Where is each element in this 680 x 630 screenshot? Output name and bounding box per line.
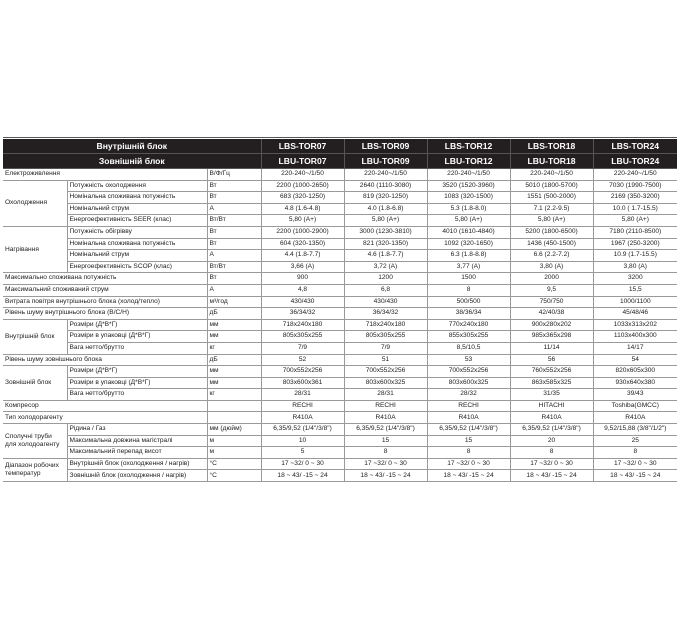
spec-row (3, 366, 677, 378)
unit-cell: Вт (207, 226, 261, 238)
param-label: Потужність обігрівву (67, 226, 207, 238)
spec-sheet (3, 139, 677, 482)
value-cell: 7/9 (344, 342, 427, 354)
spec-row (3, 238, 677, 250)
value-cell: 52 (261, 354, 344, 366)
unit-cell: Вт/Вт (207, 215, 261, 227)
value-cell: HITACHI (510, 400, 593, 412)
param-label: Номінальний струм (67, 203, 207, 215)
value-cell: 718x240x180 (261, 319, 344, 331)
value-cell: 3520 (1520-3960) (427, 180, 510, 192)
value-cell: 39/43 (593, 389, 677, 401)
unit-cell: кг (207, 389, 261, 401)
value-cell: 5,80 (A+) (261, 215, 344, 227)
value-cell: 54 (593, 354, 677, 366)
value-cell: 17 ~32/ 0 ~ 30 (593, 458, 677, 470)
value-cell: 220-240~/1/50 (427, 169, 510, 181)
spec-row (3, 435, 677, 447)
value-cell: 430/430 (344, 296, 427, 308)
spec-row (3, 226, 677, 238)
value-cell: 5.3 (1.8-8.0) (427, 203, 510, 215)
value-cell: 15 (344, 435, 427, 447)
unit-cell: В/Ф/Гц (207, 169, 261, 181)
value-cell: 7030 (1990-7500) (593, 180, 677, 192)
param-label: Енергоефективність SEER (клас) (67, 215, 207, 227)
value-cell: 15,5 (593, 284, 677, 296)
spec-row (3, 308, 677, 320)
value-cell: 18 ~ 43/ -15 ~ 24 (510, 470, 593, 482)
value-cell: 4.8 (1.6-4.8) (261, 203, 344, 215)
param-label: Енергоефективність SCOP (клас) (67, 261, 207, 273)
value-cell: 2169 (350-3200) (593, 192, 677, 204)
spec-row (3, 447, 677, 459)
spec-body (3, 169, 677, 482)
spec-row (3, 412, 677, 424)
value-cell: Toshiba(GMCC) (593, 400, 677, 412)
value-cell: 770x240x180 (427, 319, 510, 331)
value-cell: 819 (320-1250) (344, 192, 427, 204)
indoor-header-label: Внутрішній блок (3, 139, 261, 154)
unit-cell: мм (207, 377, 261, 389)
value-cell: 1033x313x202 (593, 319, 677, 331)
value-cell: 4010 (1610-4840) (427, 226, 510, 238)
indoor-model: LBS-TOR24 (593, 139, 677, 154)
indoor-model: LBS-TOR12 (427, 139, 510, 154)
value-cell: 17 ~32/ 0 ~ 30 (510, 458, 593, 470)
value-cell: 820x605x300 (593, 366, 677, 378)
outdoor-model: LBU-TOR12 (427, 154, 510, 169)
row-label: Максимально споживана потужність (3, 273, 207, 285)
value-cell: 10.9 (1.7-15.5) (593, 250, 677, 262)
value-cell: 220-240~/1/50 (261, 169, 344, 181)
indoor-model: LBS-TOR09 (344, 139, 427, 154)
value-cell: 805x305x255 (261, 331, 344, 343)
spec-row (3, 470, 677, 482)
row-label: Витрата повітря внутрішнього блока (холод/тепло) (3, 296, 207, 308)
spec-row (3, 389, 677, 401)
value-cell: 4.4 (1.8-7.7) (261, 250, 344, 262)
top-rule (3, 137, 677, 138)
value-cell: 5,80 (A+) (510, 215, 593, 227)
outdoor-model: LBU-TOR18 (510, 154, 593, 169)
value-cell: 36/34/32 (344, 308, 427, 320)
value-cell: RECHI (261, 400, 344, 412)
value-cell: R410A (261, 412, 344, 424)
indoor-model: LBS-TOR18 (510, 139, 593, 154)
unit-cell: Вт (207, 238, 261, 250)
group-label: Нагрівання (3, 226, 67, 272)
spec-row (3, 250, 677, 262)
outdoor-model: LBU-TOR09 (344, 154, 427, 169)
spec-row (3, 273, 677, 285)
param-label: Потужність охолодження (67, 180, 207, 192)
value-cell: 10.0 ( 1.7-15.5) (593, 203, 677, 215)
value-cell: R410A (427, 412, 510, 424)
unit-cell: Вт (207, 180, 261, 192)
spec-table (3, 139, 677, 482)
group-label: Внутрішній блок (3, 319, 67, 354)
spec-row (3, 354, 677, 366)
param-label: Вага нетто/брутто (67, 342, 207, 354)
value-cell: 683 (320-1250) (261, 192, 344, 204)
param-label: Розміри (Д*В*Г) (67, 366, 207, 378)
param-label: Номінальна споживана потужність (67, 192, 207, 204)
value-cell: 25 (593, 435, 677, 447)
row-label: Рівень шуму внутрішнього блока (В/С/Н) (3, 308, 207, 320)
value-cell: 18 ~ 43/ -15 ~ 24 (344, 470, 427, 482)
unit-cell: дБ (207, 308, 261, 320)
value-cell: 760x552x256 (510, 366, 593, 378)
value-cell: 9,52/15,88 (3/8"/1/2") (593, 424, 677, 436)
value-cell: R410A (510, 412, 593, 424)
value-cell: 220-240~/1/50 (593, 169, 677, 181)
value-cell: 42/40/38 (510, 308, 593, 320)
param-label: Вага нетто/брутто (67, 389, 207, 401)
unit-cell: м³/год (207, 296, 261, 308)
unit-cell (207, 412, 261, 424)
value-cell: 930x640x380 (593, 377, 677, 389)
unit-cell (207, 400, 261, 412)
value-cell: 1200 (344, 273, 427, 285)
value-cell: 11/14 (510, 342, 593, 354)
unit-cell: Вт/Вт (207, 261, 261, 273)
value-cell: 3,66 (A) (261, 261, 344, 273)
unit-cell: м (207, 447, 261, 459)
value-cell: 700x552x256 (261, 366, 344, 378)
unit-cell: А (207, 250, 261, 262)
value-cell: 38/36/34 (427, 308, 510, 320)
value-cell: 53 (427, 354, 510, 366)
value-cell: 28/31 (344, 389, 427, 401)
value-cell: 5200 (1800-6500) (510, 226, 593, 238)
value-cell: 5,80 (A+) (344, 215, 427, 227)
value-cell: 17 ~32/ 0 ~ 30 (427, 458, 510, 470)
value-cell: 855x305x255 (427, 331, 510, 343)
value-cell: 2000 (510, 273, 593, 285)
spec-row (3, 192, 677, 204)
value-cell: 604 (320-1350) (261, 238, 344, 250)
value-cell: 18 ~ 43/ -15 ~ 24 (593, 470, 677, 482)
value-cell: 220-240~/1/50 (344, 169, 427, 181)
param-label: Зовнішній блок (охолодження / нагрів) (67, 470, 207, 482)
value-cell: 985x365x298 (510, 331, 593, 343)
outdoor-model: LBU-TOR07 (261, 154, 344, 169)
value-cell: 500/500 (427, 296, 510, 308)
value-cell: 4.0 (1.8-6.8) (344, 203, 427, 215)
value-cell: RECHI (344, 400, 427, 412)
value-cell: 900 (261, 273, 344, 285)
value-cell: 8 (344, 447, 427, 459)
value-cell: 1551 (500-2000) (510, 192, 593, 204)
value-cell: 56 (510, 354, 593, 366)
spec-row (3, 400, 677, 412)
spec-row (3, 180, 677, 192)
spec-row (3, 424, 677, 436)
outdoor-header-label: Зовнішній блок (3, 154, 261, 169)
value-cell: 803x600x325 (344, 377, 427, 389)
value-cell: 20 (510, 435, 593, 447)
spec-row (3, 215, 677, 227)
value-cell: 15 (427, 435, 510, 447)
value-cell: 45/48/46 (593, 308, 677, 320)
value-cell: 220-240~/1/50 (510, 169, 593, 181)
row-label: Компресор (3, 400, 207, 412)
value-cell: 18 ~ 43/ -15 ~ 24 (427, 470, 510, 482)
value-cell: 1083 (320-1500) (427, 192, 510, 204)
value-cell: 5,80 (A+) (593, 215, 677, 227)
value-cell: 8 (427, 447, 510, 459)
spec-row (3, 296, 677, 308)
value-cell: 3200 (593, 273, 677, 285)
value-cell: 8 (593, 447, 677, 459)
value-cell: 700x552x256 (427, 366, 510, 378)
value-cell: 1436 (450-1500) (510, 238, 593, 250)
spec-row (3, 284, 677, 296)
unit-cell: °C (207, 458, 261, 470)
value-cell: 821 (320-1350) (344, 238, 427, 250)
unit-cell: А (207, 284, 261, 296)
indoor-header-row (3, 139, 677, 154)
value-cell: R410A (593, 412, 677, 424)
group-label: Сполучні труби для холодоагенту (3, 424, 67, 459)
value-cell: 805x305x255 (344, 331, 427, 343)
value-cell: 28/31 (261, 389, 344, 401)
param-label: Рідина / Газ (67, 424, 207, 436)
value-cell: 1092 (320-1650) (427, 238, 510, 250)
value-cell: RECHI (427, 400, 510, 412)
param-label: Розміри (Д*В*Г) (67, 319, 207, 331)
value-cell: 1000/1100 (593, 296, 677, 308)
param-label: Номінальний струм (67, 250, 207, 262)
outdoor-header-row (3, 154, 677, 169)
spec-row (3, 377, 677, 389)
value-cell: 900x280x202 (510, 319, 593, 331)
param-label: Розміри в упаковці (Д*В*Г) (67, 331, 207, 343)
spec-row (3, 261, 677, 273)
row-label: Тип холодорагенту (3, 412, 207, 424)
value-cell: 14/17 (593, 342, 677, 354)
value-cell: 7180 (2110-8500) (593, 226, 677, 238)
value-cell: 3,77 (A) (427, 261, 510, 273)
param-label: Максимальна довжина магістралі (67, 435, 207, 447)
value-cell: 17 ~32/ 0 ~ 30 (344, 458, 427, 470)
outdoor-model: LBU-TOR24 (593, 154, 677, 169)
value-cell: 2640 (1110-3080) (344, 180, 427, 192)
value-cell: 3000 (1230-3810) (344, 226, 427, 238)
value-cell: 28/32 (427, 389, 510, 401)
unit-cell: Вт (207, 273, 261, 285)
value-cell: 6,35/9,52 (1/4"/3/8") (510, 424, 593, 436)
value-cell: 6,8 (344, 284, 427, 296)
unit-cell: °C (207, 470, 261, 482)
value-cell: 7/9 (261, 342, 344, 354)
spec-row (3, 203, 677, 215)
value-cell: 4.6 (1.8-7.7) (344, 250, 427, 262)
value-cell: 5010 (1800-5700) (510, 180, 593, 192)
value-cell: 1103x400x300 (593, 331, 677, 343)
group-label: Охолодження (3, 180, 67, 226)
spec-row (3, 319, 677, 331)
value-cell: 5 (261, 447, 344, 459)
value-cell: 6,35/9,52 (1/4"/3/8") (427, 424, 510, 436)
value-cell: 36/34/32 (261, 308, 344, 320)
value-cell: 3,80 (A) (510, 261, 593, 273)
value-cell: 5,80 (A+) (427, 215, 510, 227)
value-cell: 18 ~ 43/ -15 ~ 24 (261, 470, 344, 482)
unit-cell: Вт (207, 192, 261, 204)
value-cell: 51 (344, 354, 427, 366)
value-cell: 6.6 (2.2-7.2) (510, 250, 593, 262)
value-cell: 31/35 (510, 389, 593, 401)
param-label: Розміри в упаковці (Д*В*Г) (67, 377, 207, 389)
value-cell: 17 ~32/ 0 ~ 30 (261, 458, 344, 470)
value-cell: 1967 (250-3200) (593, 238, 677, 250)
spec-row (3, 331, 677, 343)
value-cell: 10 (261, 435, 344, 447)
value-cell: 2200 (1000-2650) (261, 180, 344, 192)
value-cell: 430/430 (261, 296, 344, 308)
value-cell: 3,72 (A) (344, 261, 427, 273)
param-label: Максимальний перепад висот (67, 447, 207, 459)
value-cell: 2200 (1000-2900) (261, 226, 344, 238)
value-cell: 8 (427, 284, 510, 296)
value-cell: R410A (344, 412, 427, 424)
param-label: Внутрішній блок (охолодження / нагрів) (67, 458, 207, 470)
indoor-model: LBS-TOR07 (261, 139, 344, 154)
value-cell: 803x600x361 (261, 377, 344, 389)
unit-cell: м (207, 435, 261, 447)
value-cell: 750/750 (510, 296, 593, 308)
value-cell: 4,8 (261, 284, 344, 296)
value-cell: 8,5/10,5 (427, 342, 510, 354)
value-cell: 700x552x256 (344, 366, 427, 378)
value-cell: 863x585x325 (510, 377, 593, 389)
value-cell: 9,5 (510, 284, 593, 296)
unit-cell: мм (207, 331, 261, 343)
unit-cell: мм (207, 319, 261, 331)
group-label: Зовнішній блок (3, 366, 67, 401)
unit-cell: А (207, 203, 261, 215)
row-label: Максимальний споживаний струм (3, 284, 207, 296)
unit-cell: кг (207, 342, 261, 354)
spec-row (3, 169, 677, 181)
value-cell: 803x600x325 (427, 377, 510, 389)
value-cell: 6,35/9,52 (1/4"/3/8") (261, 424, 344, 436)
group-label: Діапазон робочих температур (3, 458, 67, 481)
value-cell: 718x240x180 (344, 319, 427, 331)
unit-cell: мм (дюйм) (207, 424, 261, 436)
value-cell: 7.1 (2.2-9.5) (510, 203, 593, 215)
row-label: Електроживлення (3, 169, 207, 181)
row-label: Рівень шуму зовнішнього блока (3, 354, 207, 366)
value-cell: 1500 (427, 273, 510, 285)
value-cell: 6.3 (1.8-8.8) (427, 250, 510, 262)
value-cell: 8 (510, 447, 593, 459)
value-cell: 3,80 (A) (593, 261, 677, 273)
param-label: Номінальна споживана потужність (67, 238, 207, 250)
unit-cell: мм (207, 366, 261, 378)
unit-cell: дБ (207, 354, 261, 366)
spec-row (3, 458, 677, 470)
spec-row (3, 342, 677, 354)
value-cell: 6,35/9,52 (1/4"/3/8") (344, 424, 427, 436)
